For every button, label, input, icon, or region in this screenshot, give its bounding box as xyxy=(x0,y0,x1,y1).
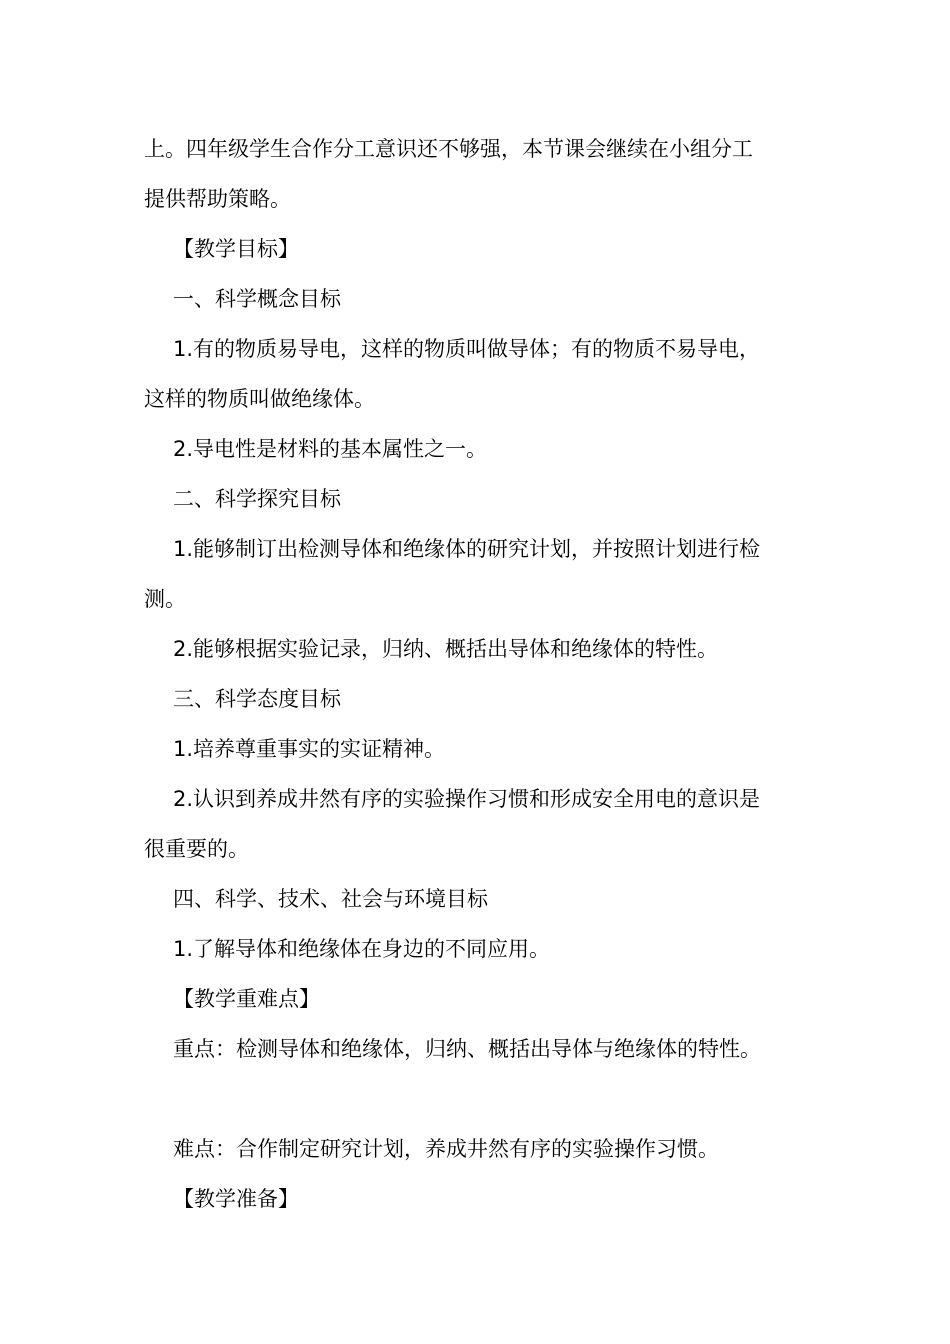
section-heading: 【教学目标】 xyxy=(173,237,299,261)
section-heading: 【教学准备】 xyxy=(173,1187,299,1211)
paragraph-line: 上。四年级学生合作分工意识还不够强，本节课会继续在小组分工 xyxy=(144,137,753,161)
paragraph-line: 1.有的物质易导电，这样的物质叫做导体；有的物质不易导电， xyxy=(173,337,761,361)
section-heading: 【教学重难点】 xyxy=(173,987,320,1011)
subsection-heading: 四、科学、技术、社会与环境目标 xyxy=(173,887,488,911)
paragraph-line: 重点：检测导体和绝缘体，归纳、概括出导体与绝缘体的特性。 xyxy=(173,1037,761,1061)
subsection-heading: 二、科学探究目标 xyxy=(173,487,341,511)
subsection-heading: 一、科学概念目标 xyxy=(173,287,341,311)
paragraph-line: 1.能够制订出检测导体和绝缘体的研究计划，并按照计划进行检 xyxy=(173,537,761,561)
paragraph-line: 2.能够根据实验记录，归纳、概括出导体和绝缘体的特性。 xyxy=(173,637,719,661)
paragraph-line: 难点：合作制定研究计划，养成井然有序的实验操作习惯。 xyxy=(173,1137,719,1161)
paragraph-line: 1.培养尊重事实的实证精神。 xyxy=(173,737,446,761)
paragraph-line: 2.导电性是材料的基本属性之一。 xyxy=(173,437,488,461)
paragraph-line: 提供帮助策略。 xyxy=(144,187,291,211)
paragraph-line: 2.认识到养成井然有序的实验操作习惯和形成安全用电的意识是 xyxy=(173,787,761,811)
subsection-heading: 三、科学态度目标 xyxy=(173,687,341,711)
paragraph-line: 测。 xyxy=(144,587,186,611)
paragraph-line: 这样的物质叫做绝缘体。 xyxy=(144,387,375,411)
paragraph-line: 1.了解导体和绝缘体在身边的不同应用。 xyxy=(173,937,551,961)
paragraph-line: 很重要的。 xyxy=(144,837,249,861)
